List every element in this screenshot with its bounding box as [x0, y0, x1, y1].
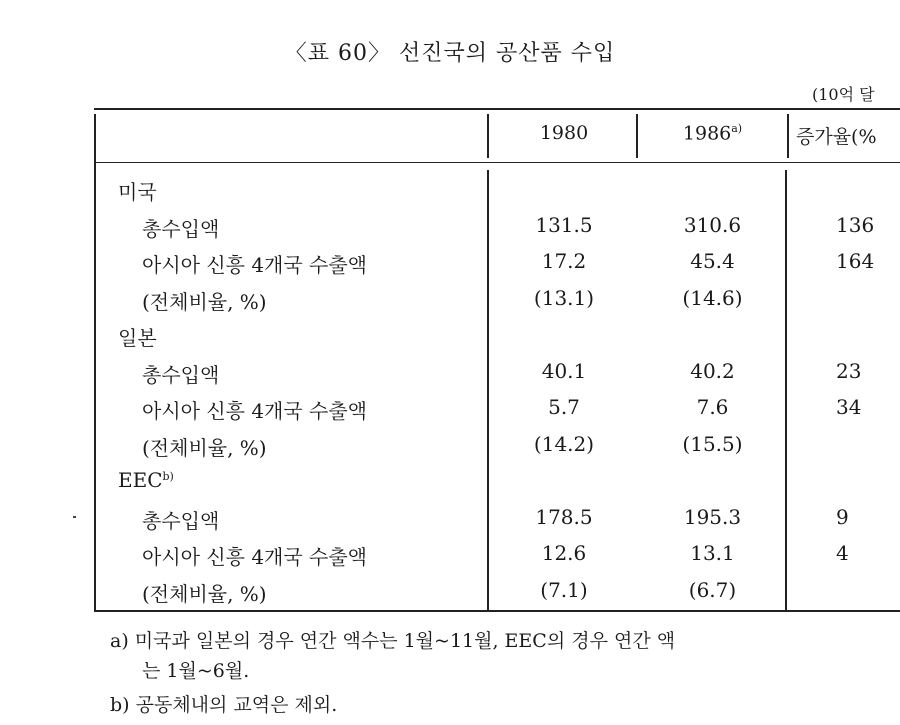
- group-label: 일본: [118, 326, 157, 350]
- cell-1980: 17.2: [541, 249, 587, 273]
- header-divider-3: [787, 114, 789, 158]
- footnote-b: b) 공동체내의 교역은 제외.: [110, 694, 338, 716]
- stray-mark: [73, 516, 76, 518]
- cell-growth: 136: [836, 212, 875, 237]
- cell-1986: 45.4: [690, 249, 735, 273]
- cell-growth: 4: [836, 541, 849, 565]
- group-label: EEC$^{b)}$: [118, 468, 174, 492]
- header-growth: 증가율(%: [796, 126, 877, 148]
- cell-1986: 40.2: [690, 358, 735, 383]
- cell-1980: (13.1): [533, 285, 595, 310]
- cell-1980: 131.5: [535, 212, 593, 237]
- table-title: 〈표 60〉 선진국의 공산품 수입: [284, 41, 616, 66]
- cell-1986: (6.7): [688, 577, 737, 602]
- cell-growth: 164: [836, 249, 875, 273]
- body-divider-1: [487, 170, 489, 610]
- footnote-a-cont: 는 1월~6월.: [142, 660, 250, 682]
- header-divider-1: [487, 114, 489, 158]
- cell-1980: 40.1: [541, 358, 587, 383]
- cell-1980: (14.2): [533, 431, 595, 456]
- group-note: b): [162, 470, 174, 483]
- row-label: 아시아 신흥 4개국 수출액: [142, 253, 367, 277]
- cell-1980: 5.7: [548, 395, 580, 419]
- table-bottom-rule: [94, 610, 900, 612]
- header-bottom-rule: [94, 162, 900, 163]
- cell-1986: 310.6: [683, 212, 742, 237]
- table-top-rule: [94, 108, 900, 110]
- header-1986-note: a): [731, 122, 743, 135]
- row-label: 총수입액: [142, 508, 220, 533]
- row-label: (전체비율, %): [142, 289, 267, 314]
- header-1986: 1986$^{a)}$: [682, 122, 743, 145]
- row-label: 총수입액: [142, 216, 220, 241]
- row-label: (전체비율, %): [142, 581, 267, 606]
- cell-growth: 9: [836, 504, 849, 529]
- group-label: 미국: [118, 180, 157, 204]
- cell-1986: 13.1: [690, 541, 735, 565]
- cell-growth: 23: [836, 358, 862, 383]
- cell-1986: (15.5): [682, 431, 743, 456]
- header-divider-2: [636, 114, 638, 158]
- cell-1980: 12.6: [541, 541, 587, 565]
- row-label: 총수입액: [142, 362, 220, 387]
- unit-label: (10억 달: [812, 85, 875, 104]
- row-label: 아시아 신흥 4개국 수출액: [142, 545, 367, 569]
- cell-growth: 34: [836, 395, 862, 419]
- row-label: (전체비율, %): [142, 435, 267, 460]
- cell-1986: 195.3: [683, 504, 742, 529]
- cell-1980: 178.5: [535, 504, 593, 529]
- cell-1986: (14.6): [682, 285, 743, 310]
- body-divider-3: [785, 170, 787, 610]
- table-left-border: [94, 114, 96, 612]
- row-label: 아시아 신흥 4개국 수출액: [142, 399, 367, 423]
- cell-1980: (7.1): [540, 577, 588, 602]
- footnote-a: a) 미국과 일본의 경우 연간 액수는 1월~11월, EEC의 경우 연간 액: [110, 630, 676, 652]
- cell-1986: 7.6: [696, 395, 729, 419]
- header-1980: 1980: [539, 122, 589, 144]
